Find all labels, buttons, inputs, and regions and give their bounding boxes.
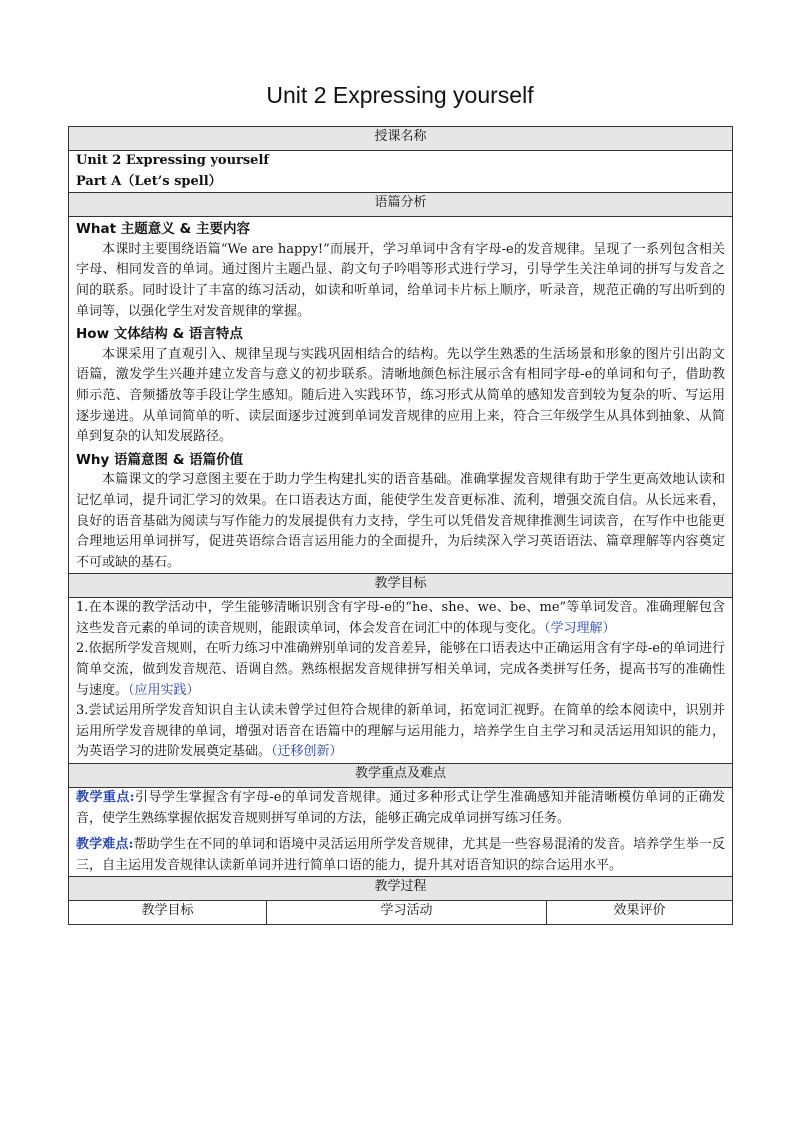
why-text: 本篇课文的学习意图主要在于助力学生构建扎实的语音基础。准确掌握发音规律有助于学生更高效地认读和记忆单词，提升词汇学习的效果。在口语表达方面，能使学生发音更标准、流利，增强交流自信。从长远来看，良好的语音基础为阅读与写作能力的发展提供有力支持，学生可以凭借发音规律推测生词读音，在写作中也能更合理地运用单词拼写，促进英语综合语言运用能力的全面提升，为后续深入学习英语语法、篇章理解等内容奠定不可或缺的基石。 (76, 472, 726, 570)
analysis-cell (69, 217, 733, 574)
analysis-header-row (69, 193, 733, 217)
lesson-plan-table (68, 126, 733, 925)
difficulty-label: 教学难点: (76, 837, 134, 853)
analysis-row (69, 217, 733, 574)
how-title: How 文体结构 & 语言特点 (76, 326, 243, 343)
key-points-header: 教学重点及难点 (69, 764, 733, 788)
objective-item: 2.依据所学发音规则，在听力练习中准确辨别单词的发音差异，能够在口语表达中正确运用含有字母-e的单词进行简单交流，做到发音规范、语调自然。熟练根据发音规律拼写相关单词，完成各类拼写任务，提高书写的准确性与速度。（应用实践） (76, 641, 726, 698)
unit-name: Unit 2 Expressing yourself (76, 153, 269, 168)
difficulty-text: 帮助学生在不同的单词和语境中灵活运用所学发音规律，尤其是一些容易混淆的发音。培养学生举一反三，自主运用发音规律认读新单词并进行简单口语的能力，提升其对语音知识的综合运用水平。 (76, 837, 726, 873)
what-title: What 主题意义 & 主要内容 (76, 221, 250, 238)
course-name-cell (69, 151, 733, 193)
objectives-header-row (69, 574, 733, 598)
key-points-cell (69, 788, 733, 877)
focus-text: 引导学生掌握含有字母-e的单词发音规律。通过多种形式让学生准确感知并能清晰模仿单词的正确发音，使学生熟练掌握依据发音规则拼写单词的方法，能够正确完成单词拼写练习任务。 (76, 790, 726, 826)
why-title: Why 语篇意图 & 语篇价值 (76, 451, 244, 468)
focus-paragraph (76, 788, 725, 829)
difficulty-paragraph (76, 835, 725, 876)
part-name: Part A（Let’s spell） (76, 173, 222, 189)
column-evaluation: 效果评价 (547, 901, 733, 925)
focus-label: 教学重点: (76, 790, 135, 806)
key-points-row (69, 788, 733, 877)
objective-tag: （迁移创新） (271, 744, 343, 760)
key-points-header-row (69, 764, 733, 788)
objectives-row (69, 598, 733, 764)
objective-tag: （学习理解） (544, 620, 616, 636)
what-text: 本课时主要围绕语篇“We are happy!”而展开，学习单词中含有字母-e的发音规律。呈现了一系列包含相关字母、相同发音的单词。通过图片主题凸显、韵文句子吟唱等形式进行学习，引导学生关注单词的拼写与发音之间的联系。同时设计了丰富的练习活动，如读和听单词，给单词卡片标上顺序，听录音，规范正确的写出听到的单词等，以强化学生对发音规律的掌握。 (76, 241, 726, 319)
objective-tag: （应用实践） (128, 682, 200, 698)
objectives-cell (69, 598, 733, 764)
objective-item: 1.在本课的教学活动中，学生能够清晰识别含有字母-e的“he、she、we、be、me”等单词发音。准确理解包含这些发音元素的单词的读音规则，能跟读单词，体会发音在词汇中的体现与变化。（学习理解） (76, 600, 726, 636)
course-name-row (69, 151, 733, 193)
process-header: 教学过程 (69, 877, 733, 901)
objective-item: 3.尝试运用所学发音知识自主认读未曾学过但符合规律的新单词，拓宽词汇视野。在简单的绘本阅读中，识别并运用所学发音规律的单词，增强对语音在语篇中的理解与运用能力，培养学生自主学习和灵活运用知识的能力，为英语学习的进阶发展奠定基础。（迁移创新） (76, 703, 726, 760)
document-title: Unit 2 Expressing yourself (266, 82, 534, 108)
course-name-header-row (69, 127, 733, 151)
process-header-row (69, 877, 733, 901)
column-learning-activity: 学习活动 (267, 901, 547, 925)
how-text: 本课采用了直观引入、规律呈现与实践巩固相结合的结构。先以学生熟悉的生活场景和形象的图片引出韵文语篇，激发学生兴趣并建立发音与意义的初步联系。清晰地颜色标注展示含有相同字母-e的单词和句子，借助教师示范、音频播放等手段让学生感知。随后进入实践环节，练习形式从简单的感知发音到较为复杂的听、写运用逐步递进。从单词简单的听、读层面逐步过渡到单词发音规律的应用上来，符合三年级学生从具体到抽象、从简单到复杂的认知发展路径。 (76, 346, 726, 445)
analysis-header: 语篇分析 (69, 193, 733, 217)
process-columns-row (69, 901, 733, 925)
objectives-header: 教学目标 (69, 574, 733, 598)
course-name-header: 授课名称 (69, 127, 733, 151)
column-teaching-goal: 教学目标 (69, 901, 267, 925)
